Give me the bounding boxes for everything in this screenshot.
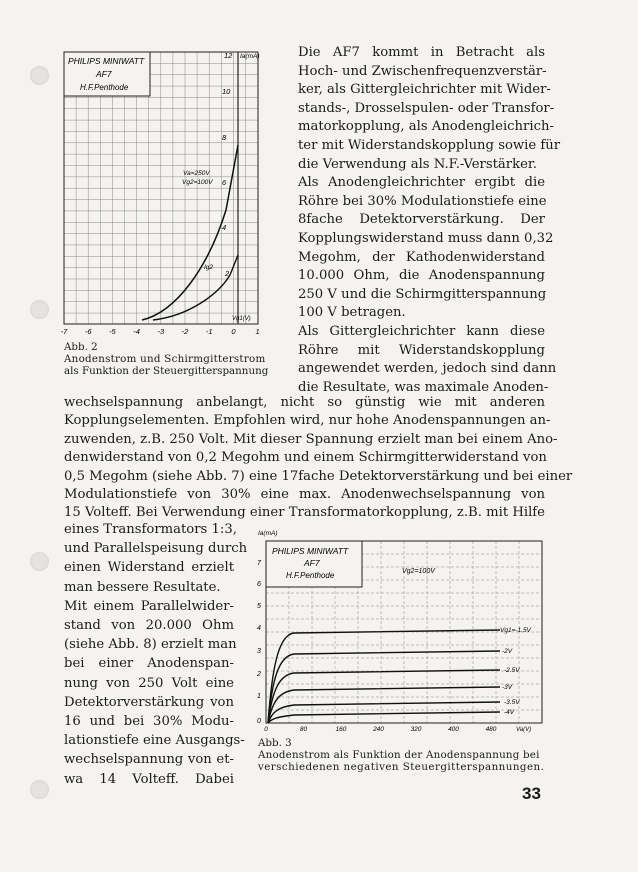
text-line: ter mit Widerstandskopplung sowie für	[298, 137, 561, 153]
figure-3-x-label: Va(V)	[516, 727, 532, 733]
figure-3-x-tick: 160	[335, 726, 347, 733]
text-line: Mit einem Parallelwider-	[64, 598, 234, 614]
figure-2-y-tick: 8	[222, 133, 227, 142]
binder-hole	[30, 780, 49, 799]
figure-3-x-tick: 480	[485, 726, 497, 733]
text-line: Detektorverstärkung von	[64, 694, 234, 710]
figure-2-plot	[58, 50, 264, 340]
text-line: 100 V betragen.	[298, 305, 406, 321]
curve-label-va: Va=250V	[183, 170, 210, 177]
figure-2-x-tick: 1	[255, 327, 260, 336]
figure-2-x-tick: -4	[133, 327, 140, 336]
figure-3-legend-line2: AF7	[304, 558, 320, 568]
curve-label: -3.5V	[504, 699, 520, 706]
anode-current-curve	[268, 630, 500, 723]
text-line: 250 V und die Schirmgitterspannung	[298, 286, 547, 302]
left-column-text	[64, 520, 248, 789]
text-line: man bessere Resultate.	[64, 579, 221, 595]
right-column-text	[298, 44, 561, 397]
text-line: eines Transformators 1:3,	[64, 522, 237, 537]
text-line: Die AF7 kommt in Betracht als	[298, 45, 545, 60]
figure-2-x-tick: 0	[231, 327, 236, 336]
figure-3-legend-line3: H.F.Penthode	[286, 571, 335, 580]
text-line: Kopplungswiderstand muss dann 0,32	[298, 230, 554, 246]
text-line: zuwenden, z.B. 250 Volt. Mit dieser Spannung erzielt man bei einem Ano-	[64, 431, 558, 447]
text-line: die Resultate, was maximale Anoden-	[298, 379, 549, 395]
figure-3-caption	[258, 737, 548, 773]
figure-3-y-tick: 7	[257, 560, 261, 567]
figure-2-x-label: Vg1(V)	[232, 316, 251, 322]
figure-3-x-tick: 320	[410, 726, 422, 733]
full-width-text	[64, 394, 573, 523]
figure-3-y-tick: 6	[257, 581, 261, 588]
figure-2-y-tick: 6	[222, 178, 227, 187]
figure-2-y-tick: 12	[224, 51, 233, 60]
curve-label: -4V	[504, 709, 515, 716]
text-line: Röhre bei 30% Modulationstiefe eine	[298, 193, 547, 209]
figure-2-caption-title: Abb. 2	[64, 341, 98, 353]
figure-3-y-label: Ia(mA)	[258, 530, 278, 537]
figure-3-caption-line: verschiedenen negativen Steuergitterspannungen.	[258, 761, 545, 773]
figure-2-x-tick: -3	[157, 327, 165, 336]
curve-label: -2V	[502, 648, 513, 655]
text-line: Röhre mit Widerstandskopplung	[298, 342, 545, 358]
curve-label-ig2: Ig2	[204, 264, 214, 271]
text-line: wechselspannung von et-	[64, 752, 234, 768]
text-line: 0,5 Megohm (siehe Abb. 7) eine 17fache Detektorverstärkung und bei einer	[64, 468, 573, 484]
text-line: und Parallelspeisung durch	[64, 541, 248, 557]
text-line: (siehe Abb. 8) erzielt man	[64, 637, 237, 653]
figure-2-y-label: Ia(mA)	[240, 53, 260, 60]
figure-2-caption-line: Anodenstrom und Schirmgitterstrom	[64, 353, 266, 365]
text-line: Als Anodengleichrichter ergibt die	[298, 175, 545, 191]
text-line: Hoch- und Zwischenfrequenzverstär-	[298, 63, 547, 79]
curve-label-vg2: Vg2=100V	[182, 179, 213, 186]
text-line: angewendet werden, jedoch sind dann	[298, 361, 557, 377]
text-line: nung von 250 Volt eine	[64, 675, 234, 691]
figure-3-y-tick: 1	[257, 693, 261, 700]
text-line: bei einer Anodenspan-	[64, 656, 234, 672]
figure-2-x-tick: -7	[60, 327, 68, 336]
text-line: wa 14 Volteff. Dabei	[64, 771, 234, 787]
text-line: einen Widerstand erzielt	[64, 560, 234, 576]
figure-2-y-tick: 4	[222, 223, 227, 232]
figure-2-legend-line1: PHILIPS MINIWATT	[68, 56, 145, 66]
figure-2-caption	[64, 341, 274, 377]
figure-3-x-tick: 240	[373, 726, 384, 733]
figure-3-y-tick: 2	[257, 671, 261, 678]
text-line: Kopplungselementen. Empfohlen wird, nur hohe Anodenspannungen an-	[64, 413, 551, 429]
figure-2-x-tick: -2	[181, 327, 189, 336]
binder-hole	[30, 552, 49, 571]
figure-2-legend-line2: AF7	[96, 69, 112, 79]
text-line: Als Gittergleichrichter kann diese	[298, 323, 545, 339]
curve-label: -2.5V	[504, 667, 520, 674]
text-line: lationstiefe eine Ausgangs-	[64, 733, 245, 749]
figure-2-x-tick: -1	[205, 327, 213, 336]
text-line: stands-, Drosselspulen- oder Transfor-	[298, 100, 555, 116]
binder-hole	[30, 66, 49, 85]
curve-label: Vg1=-1.5V	[500, 627, 531, 634]
text-line: 8fache Detektorverstärkung. Der	[298, 212, 545, 228]
anode-current-curve	[268, 712, 500, 723]
text-line: die Verwendung als N.F.-Verstärker.	[298, 156, 537, 172]
text-line: stand von 20.000 Ohm	[64, 618, 234, 634]
text-line: Megohm, der Kathodenwiderstand	[298, 249, 545, 265]
text-line: 16 und bei 30% Modu-	[64, 714, 234, 730]
figure-3-x-tick: 80	[299, 726, 308, 733]
text-line: denwiderstand von 0,2 Megohm und einem Schirmgitterwiderstand von	[64, 450, 547, 466]
figure-3-plot	[254, 527, 550, 735]
figure-2-legend-line3: H.F.Penthode	[80, 83, 129, 92]
figure-3-y-tick: 3	[257, 648, 261, 655]
figure-3-caption-line: Anodenstrom als Funktion der Anodenspannung bei	[258, 749, 540, 761]
text-line: 10.000 Ohm, die Anodenspannung	[298, 268, 545, 284]
figure-3-param-label: Vg2=100V	[402, 568, 435, 575]
figure-2-x-tick: -6	[84, 327, 92, 336]
figure-2-caption-line: als Funktion der Steuergitterspannung	[64, 365, 269, 377]
text-line: ker, als Gittergleichrichter mit Wider-	[298, 82, 551, 98]
figure-2-y-tick: 10	[222, 87, 231, 96]
figure-3-y-tick: 4	[257, 625, 261, 632]
figure-3-y-tick: 0	[257, 718, 261, 725]
text-line: Modulationstiefe von 30% eine max. Anodenwechselspannung von	[64, 487, 545, 503]
figure-3-y-tick: 5	[257, 603, 261, 610]
figure-2	[58, 50, 264, 340]
binder-hole	[30, 300, 49, 319]
figure-3	[254, 527, 550, 735]
screen-grid-current-curve	[153, 255, 238, 320]
curve-label: -3V	[502, 684, 513, 691]
text-line: wechselspannung anbelangt, nicht so günstig wie mit anderen	[64, 395, 545, 410]
figure-2-y-tick: 2	[225, 269, 230, 278]
text-line: matorkopplung, als Anodengleichrich-	[298, 119, 554, 135]
text-line: 15 Volteff. Bei Verwendung einer Transformatorkopplung, z.B. mit Hilfe	[64, 505, 545, 521]
page-number: 33	[522, 784, 541, 803]
figure-2-x-tick: -5	[109, 327, 116, 336]
figure-3-x-tick: 400	[448, 726, 459, 733]
figure-3-caption-title: Abb. 3	[258, 737, 292, 749]
figure-3-x-tick: 0	[264, 726, 268, 733]
figure-3-legend-line1: PHILIPS MINIWATT	[272, 546, 349, 556]
